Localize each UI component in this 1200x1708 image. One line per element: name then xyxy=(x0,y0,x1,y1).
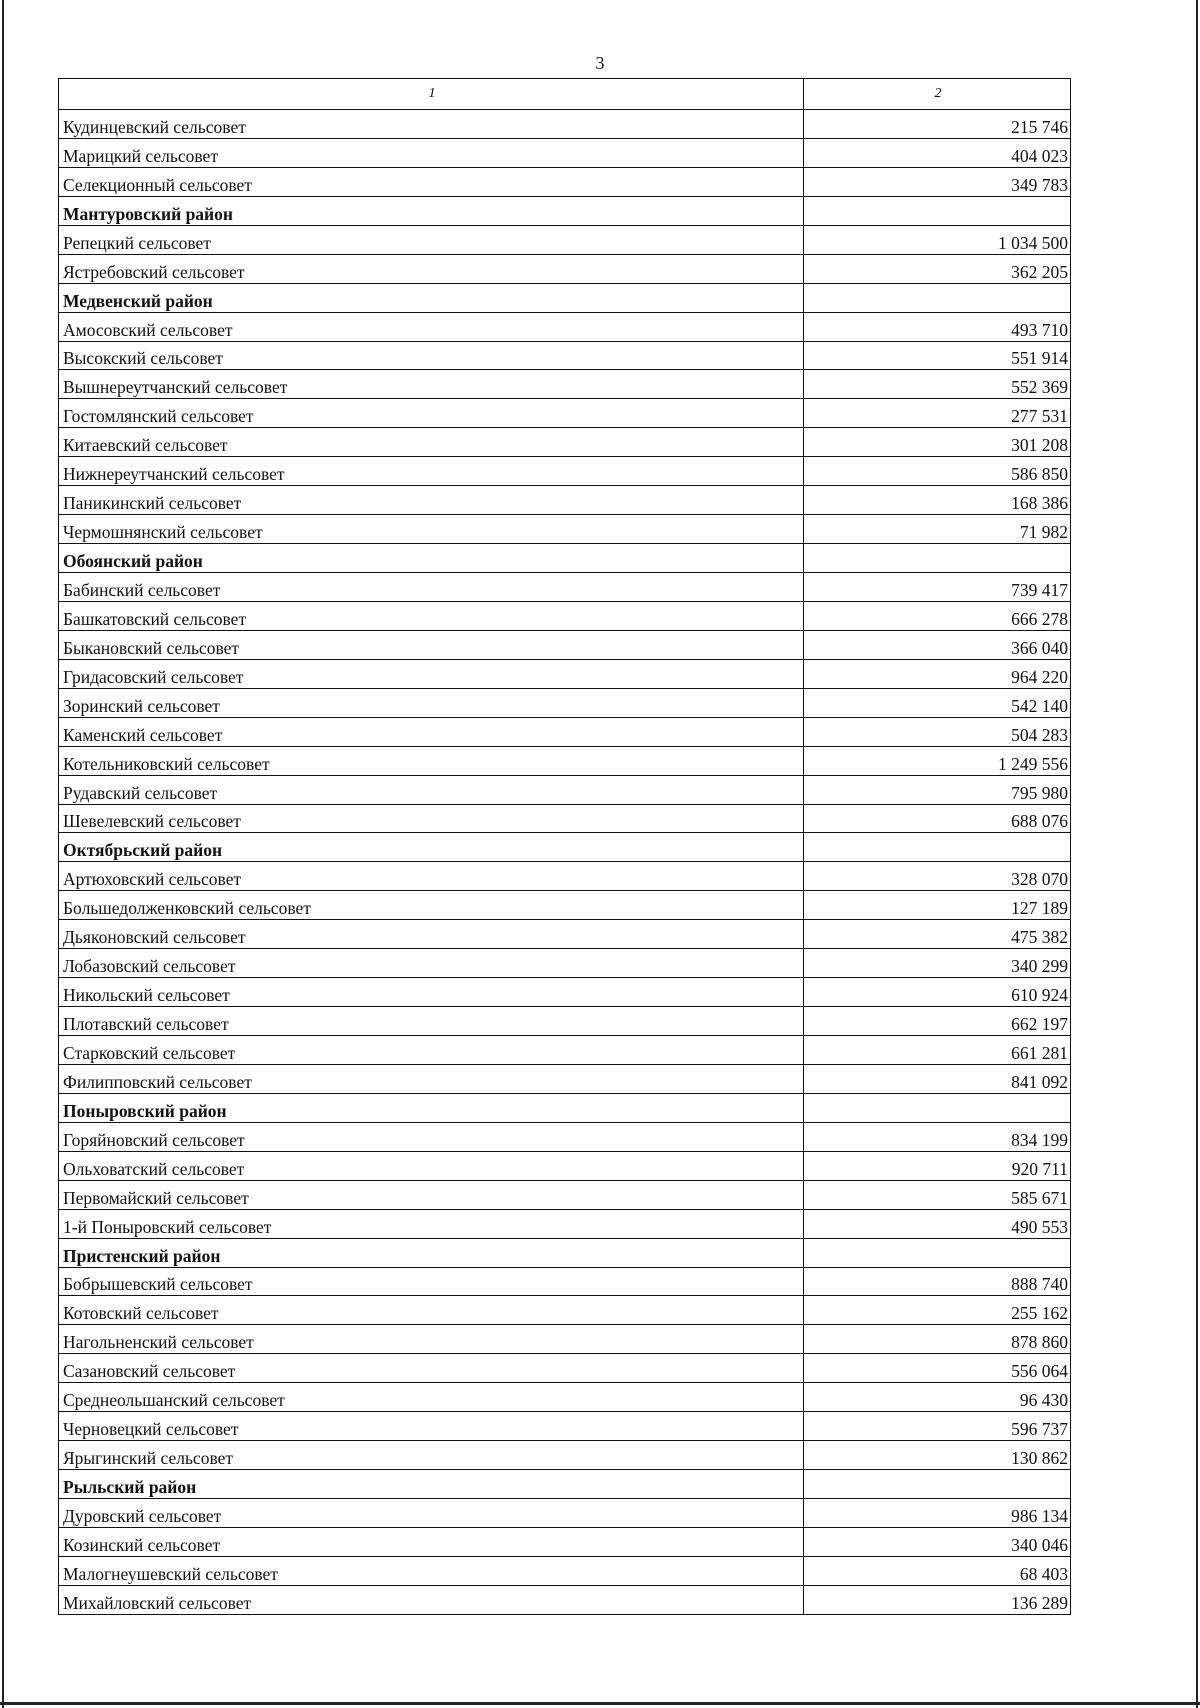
table-row xyxy=(59,138,1071,167)
settlement-name: Никольский сельсовет xyxy=(59,978,804,1007)
table-row xyxy=(59,891,1071,920)
amount-cell: 662 197 xyxy=(804,1007,1071,1036)
settlement-name: Башкатовский сельсовет xyxy=(59,601,804,630)
amount-cell: 986 134 xyxy=(804,1499,1071,1528)
table-row xyxy=(59,457,1071,486)
amount-cell: 130 862 xyxy=(804,1441,1071,1470)
settlement-name: Малогнеушевский сельсовет xyxy=(59,1556,804,1585)
settlement-name: Нижнереутчанский сельсовет xyxy=(59,457,804,486)
amount-cell: 585 671 xyxy=(804,1180,1071,1209)
settlement-name: Вышнереутчанский сельсовет xyxy=(59,370,804,399)
settlement-name: Дьяконовский сельсовет xyxy=(59,920,804,949)
column-header-1: 1 xyxy=(59,79,804,110)
amount-cell: 168 386 xyxy=(804,486,1071,515)
amount-cell: 68 403 xyxy=(804,1556,1071,1585)
amount-cell: 739 417 xyxy=(804,573,1071,602)
table-row xyxy=(59,428,1071,457)
table-row xyxy=(59,110,1071,139)
district-name: Пристенский район xyxy=(59,1238,804,1267)
district-row xyxy=(59,283,1071,312)
table-row xyxy=(59,1383,1071,1412)
settlement-name: Высокский сельсовет xyxy=(59,341,804,370)
table-row xyxy=(59,978,1071,1007)
amount-cell: 610 924 xyxy=(804,978,1071,1007)
district-name: Поныровский район xyxy=(59,1093,804,1122)
settlement-name: Селекционный сельсовет xyxy=(59,167,804,196)
settlement-name: Котовский сельсовет xyxy=(59,1296,804,1325)
page-number: 3 xyxy=(595,53,605,73)
amount-cell: 301 208 xyxy=(804,428,1071,457)
table-row xyxy=(59,1151,1071,1180)
settlement-name: 1-й Поныровский сельсовет xyxy=(59,1209,804,1238)
table-row xyxy=(59,1556,1071,1585)
amount-cell: 504 283 xyxy=(804,717,1071,746)
amount-cell: 136 289 xyxy=(804,1585,1071,1614)
scan-border-left xyxy=(2,0,4,1708)
budget-table xyxy=(58,78,1071,1615)
settlement-name: Артюховский сельсовет xyxy=(59,862,804,891)
table-row xyxy=(59,804,1071,833)
table-row xyxy=(59,312,1071,341)
table-row xyxy=(59,775,1071,804)
amount-cell xyxy=(804,1470,1071,1499)
settlement-name: Первомайский сельсовет xyxy=(59,1180,804,1209)
settlement-name: Зоринский сельсовет xyxy=(59,688,804,717)
table-row xyxy=(59,1441,1071,1470)
settlement-name: Шевелевский сельсовет xyxy=(59,804,804,833)
settlement-name: Бабинский сельсовет xyxy=(59,573,804,602)
table-row xyxy=(59,573,1071,602)
amount-cell: 366 040 xyxy=(804,630,1071,659)
table-row xyxy=(59,167,1071,196)
settlement-name: Рудавский сельсовет xyxy=(59,775,804,804)
table-row xyxy=(59,1325,1071,1354)
amount-cell: 920 711 xyxy=(804,1151,1071,1180)
amount-cell: 552 369 xyxy=(804,370,1071,399)
table-row xyxy=(59,515,1071,544)
district-row xyxy=(59,1238,1071,1267)
amount-cell: 586 850 xyxy=(804,457,1071,486)
table-row xyxy=(59,1499,1071,1528)
settlement-name: Ольховатский сельсовет xyxy=(59,1151,804,1180)
amount-cell: 340 299 xyxy=(804,949,1071,978)
table-row xyxy=(59,1527,1071,1556)
table-row xyxy=(59,1585,1071,1614)
district-name: Медвенский район xyxy=(59,283,804,312)
table-row xyxy=(59,1007,1071,1036)
district-name: Обоянский район xyxy=(59,544,804,573)
settlement-name: Среднеольшанский сельсовет xyxy=(59,1383,804,1412)
amount-cell: 71 982 xyxy=(804,515,1071,544)
district-row xyxy=(59,1470,1071,1499)
settlement-name: Сазановский сельсовет xyxy=(59,1354,804,1383)
settlement-name: Гостомлянский сельсовет xyxy=(59,399,804,428)
table-row xyxy=(59,746,1071,775)
district-name: Рыльский район xyxy=(59,1470,804,1499)
table-row xyxy=(59,1267,1071,1296)
amount-cell: 688 076 xyxy=(804,804,1071,833)
district-name: Мантуровский район xyxy=(59,196,804,225)
settlement-name: Горяйновский сельсовет xyxy=(59,1122,804,1151)
amount-cell: 551 914 xyxy=(804,341,1071,370)
table-row xyxy=(59,659,1071,688)
table-row xyxy=(59,370,1071,399)
table-row xyxy=(59,717,1071,746)
settlement-name: Плотавский сельсовет xyxy=(59,1007,804,1036)
settlement-name: Китаевский сельсовет xyxy=(59,428,804,457)
table-row xyxy=(59,688,1071,717)
table-row xyxy=(59,1209,1071,1238)
district-row xyxy=(59,833,1071,862)
table-header-row xyxy=(59,79,1071,110)
amount-cell: 841 092 xyxy=(804,1064,1071,1093)
settlement-name: Бобрышевский сельсовет xyxy=(59,1267,804,1296)
settlement-name: Дуровский сельсовет xyxy=(59,1499,804,1528)
amount-cell: 404 023 xyxy=(804,138,1071,167)
district-name: Октябрьский район xyxy=(59,833,804,862)
table-row xyxy=(59,486,1071,515)
table-row xyxy=(59,341,1071,370)
table-row xyxy=(59,399,1071,428)
settlement-name: Марицкий сельсовет xyxy=(59,138,804,167)
settlement-name: Паникинский сельсовет xyxy=(59,486,804,515)
table-row xyxy=(59,920,1071,949)
table-row xyxy=(59,1122,1071,1151)
amount-cell: 215 746 xyxy=(804,110,1071,139)
amount-cell xyxy=(804,196,1071,225)
settlement-name: Лобазовский сельсовет xyxy=(59,949,804,978)
settlement-name: Нагольненский сельсовет xyxy=(59,1325,804,1354)
settlement-name: Михайловский сельсовет xyxy=(59,1585,804,1614)
amount-cell: 795 980 xyxy=(804,775,1071,804)
amount-cell: 1 034 500 xyxy=(804,225,1071,254)
amount-cell: 964 220 xyxy=(804,659,1071,688)
amount-cell: 340 046 xyxy=(804,1527,1071,1556)
settlement-name: Большедолженковский сельсовет xyxy=(59,891,804,920)
district-row xyxy=(59,196,1071,225)
amount-cell: 493 710 xyxy=(804,312,1071,341)
district-row xyxy=(59,544,1071,573)
table-row xyxy=(59,1180,1071,1209)
settlement-name: Каменский сельсовет xyxy=(59,717,804,746)
table-row xyxy=(59,601,1071,630)
table-body xyxy=(59,110,1071,1615)
amount-cell: 127 189 xyxy=(804,891,1071,920)
table-row xyxy=(59,254,1071,283)
amount-cell xyxy=(804,544,1071,573)
table-row xyxy=(59,630,1071,659)
amount-cell: 96 430 xyxy=(804,1383,1071,1412)
amount-cell: 834 199 xyxy=(804,1122,1071,1151)
amount-cell: 349 783 xyxy=(804,167,1071,196)
amount-cell: 475 382 xyxy=(804,920,1071,949)
table-row xyxy=(59,1064,1071,1093)
settlement-name: Кудинцевский сельсовет xyxy=(59,110,804,139)
amount-cell xyxy=(804,833,1071,862)
amount-cell: 277 531 xyxy=(804,399,1071,428)
table-row xyxy=(59,949,1071,978)
table-row xyxy=(59,1412,1071,1441)
settlement-name: Ястребовский сельсовет xyxy=(59,254,804,283)
amount-cell xyxy=(804,1093,1071,1122)
settlement-name: Филипповский сельсовет xyxy=(59,1064,804,1093)
amount-cell: 878 860 xyxy=(804,1325,1071,1354)
settlement-name: Ярыгинский сельсовет xyxy=(59,1441,804,1470)
settlement-name: Черновецкий сельсовет xyxy=(59,1412,804,1441)
settlement-name: Козинский сельсовет xyxy=(59,1527,804,1556)
amount-cell: 596 737 xyxy=(804,1412,1071,1441)
settlement-name: Котельниковский сельсовет xyxy=(59,746,804,775)
table-row xyxy=(59,1036,1071,1065)
amount-cell xyxy=(804,1238,1071,1267)
settlement-name: Старковский сельсовет xyxy=(59,1036,804,1065)
amount-cell: 542 140 xyxy=(804,688,1071,717)
amount-cell: 490 553 xyxy=(804,1209,1071,1238)
amount-cell: 556 064 xyxy=(804,1354,1071,1383)
amount-cell: 255 162 xyxy=(804,1296,1071,1325)
settlement-name: Быкановский сельсовет xyxy=(59,630,804,659)
settlement-name: Амосовский сельсовет xyxy=(59,312,804,341)
amount-cell: 666 278 xyxy=(804,601,1071,630)
district-row xyxy=(59,1093,1071,1122)
settlement-name: Гридасовский сельсовет xyxy=(59,659,804,688)
scan-border-right xyxy=(1196,0,1198,1708)
settlement-name: Репецкий сельсовет xyxy=(59,225,804,254)
amount-cell: 1 249 556 xyxy=(804,746,1071,775)
settlement-name: Чермошнянский сельсовет xyxy=(59,515,804,544)
column-header-2: 2 xyxy=(804,79,1071,110)
amount-cell: 362 205 xyxy=(804,254,1071,283)
amount-cell: 328 070 xyxy=(804,862,1071,891)
table-row xyxy=(59,862,1071,891)
table-row xyxy=(59,1354,1071,1383)
scan-border-bottom xyxy=(0,1702,1200,1705)
amount-cell xyxy=(804,283,1071,312)
amount-cell: 661 281 xyxy=(804,1036,1071,1065)
table-row xyxy=(59,1296,1071,1325)
amount-cell: 888 740 xyxy=(804,1267,1071,1296)
table-row xyxy=(59,225,1071,254)
